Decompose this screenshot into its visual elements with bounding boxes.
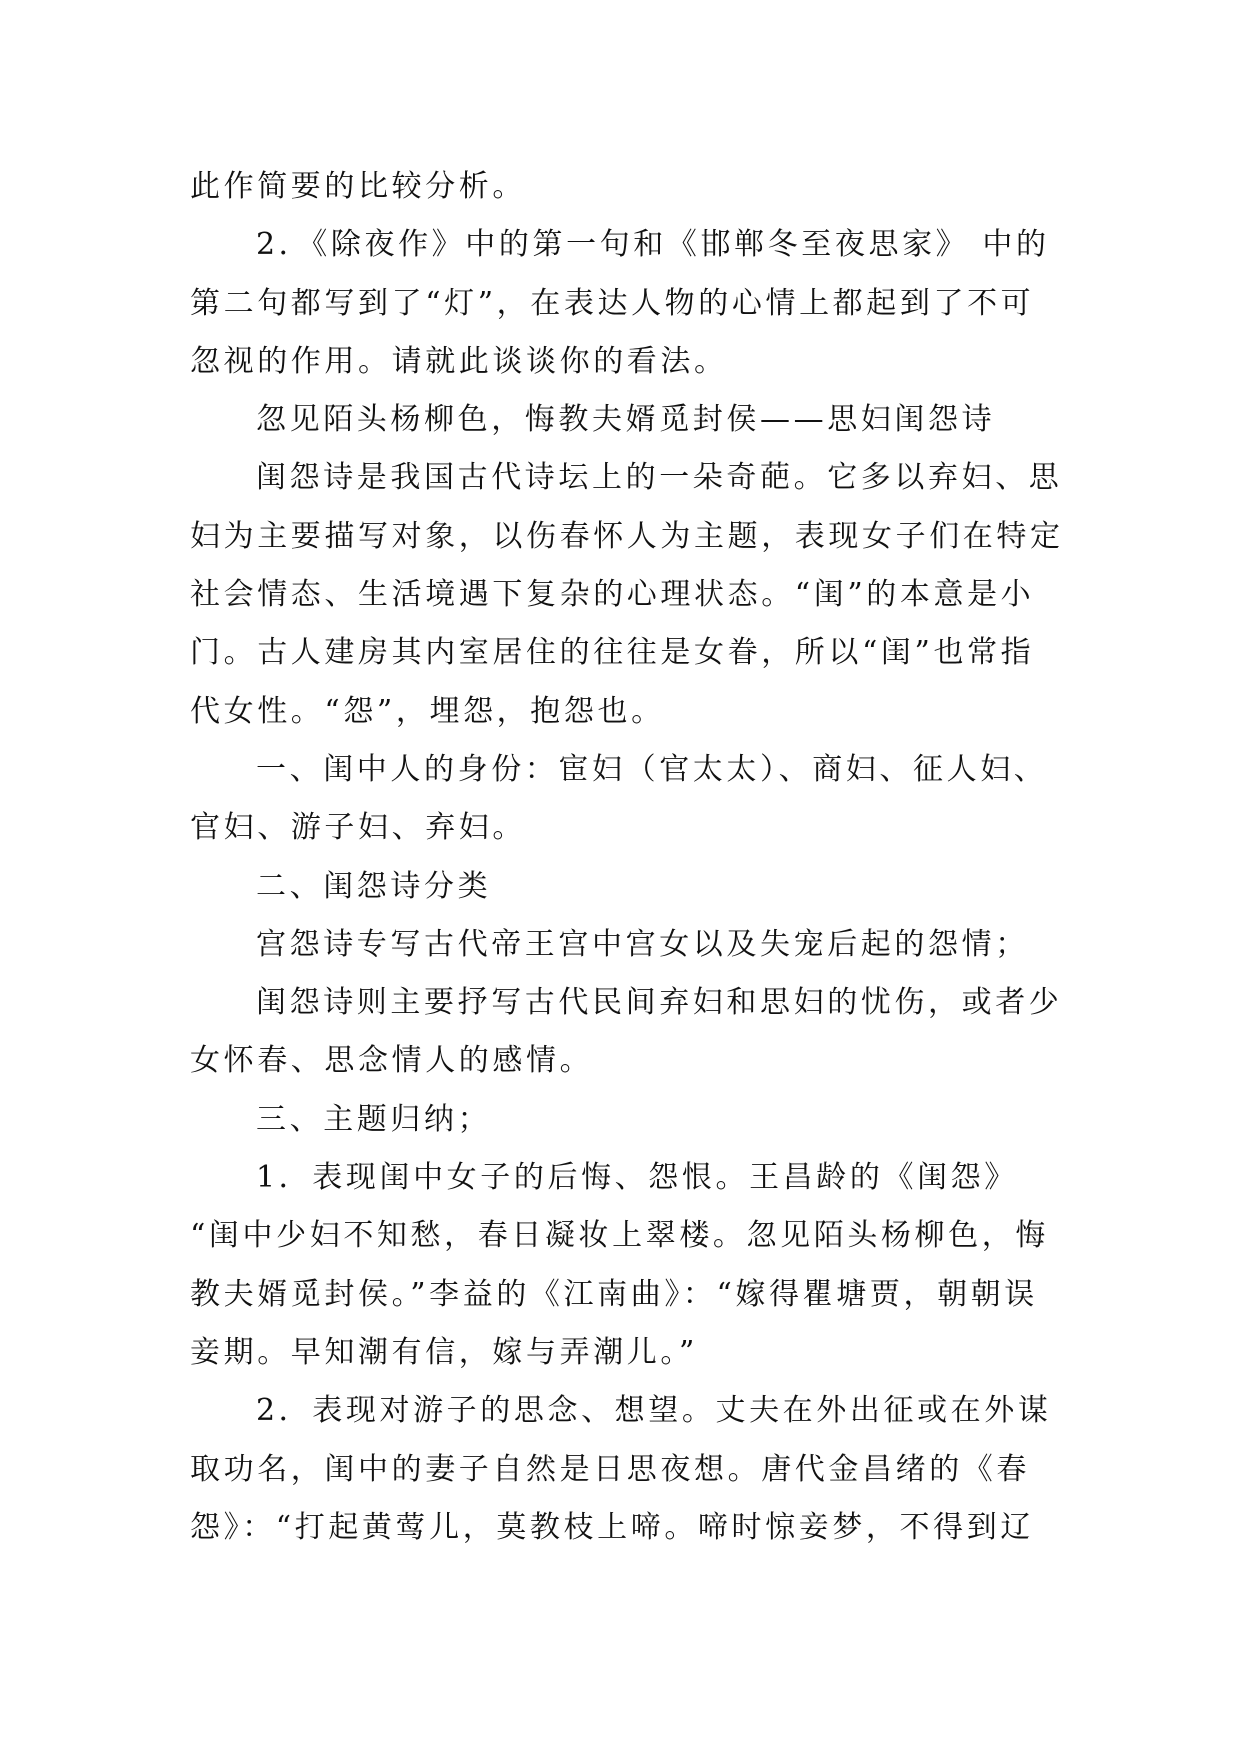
text-line: 闺怨诗是我国古代诗坛上的一朵奇葩。它多以弃妇、思 (256, 460, 1063, 496)
text-line: 教夫婿觅封侯。”李益的《江南曲》：“嫁得瞿塘贾，朝朝误 (190, 1276, 1038, 1312)
text-line: 此作简要的比较分析。 (190, 169, 526, 204)
text-line: 二、闺怨诗分类 (256, 868, 492, 904)
text-line: 2．《除夜作》中的第一句和《邯郸冬至夜思家》 中的 (256, 227, 1050, 263)
text-line: 一、闺中人的身份：宦妇（官太太）、商妇、征人妇、 (256, 751, 1048, 787)
text-line: 代女性。“怨”，埋怨，抱怨也。 (190, 693, 665, 729)
text-line: 闺怨诗则主要抒写古代民间弃妇和思妇的忧伤，或者少 (256, 985, 1063, 1021)
text-line: 怨》：“打起黄莺儿，莫教枝上啼。啼时惊妾梦，不得到辽 (190, 1509, 1034, 1545)
text-line: 三、主题归纳； (256, 1101, 492, 1137)
text-line: 第二句都写到了“灯”，在表达人物的心情上都起到了不可 (190, 285, 1035, 321)
text-line: 取功名，闺中的妻子自然是日思夜想。唐代金昌绪的《春 (190, 1451, 1030, 1487)
text-line: 2．表现对游子的思念、想望。丈夫在外出征或在外谋 (256, 1393, 1052, 1429)
text-line: “闺中少妇不知愁，春日凝妆上翠楼。忽见陌头杨柳色，悔 (190, 1218, 1049, 1254)
text-line: 宫怨诗专写古代帝王宫中宫女以及失宠后起的怨情； (256, 926, 1029, 962)
document-body (190, 158, 1064, 1557)
text-line: 社会情态、生活境遇下复杂的心理状态。“闺”的本意是小 (190, 577, 1035, 613)
text-line: 门。古人建房其内室居住的往往是女眷，所以“闺”也常指 (190, 635, 1035, 671)
text-line: 忽见陌头杨柳色，悔教夫婿觅封侯——思妇闺怨诗 (256, 402, 996, 438)
text-line: 1．表现闺中女子的后悔、怨恨。王昌龄的《闺怨》 (256, 1160, 1018, 1196)
text-line: 妇为主要描写对象，以伤春怀人为主题，表现女子们在特定 (190, 518, 1064, 554)
text-line: 女怀春、思念情人的感情。 (190, 1043, 594, 1079)
text-line: 官妇、游子妇、弃妇。 (190, 810, 526, 846)
text-line: 妾期。早知潮有信，嫁与弄潮儿。” (190, 1334, 698, 1370)
text-line: 忽视的作用。请就此谈谈你的看法。 (190, 343, 728, 379)
